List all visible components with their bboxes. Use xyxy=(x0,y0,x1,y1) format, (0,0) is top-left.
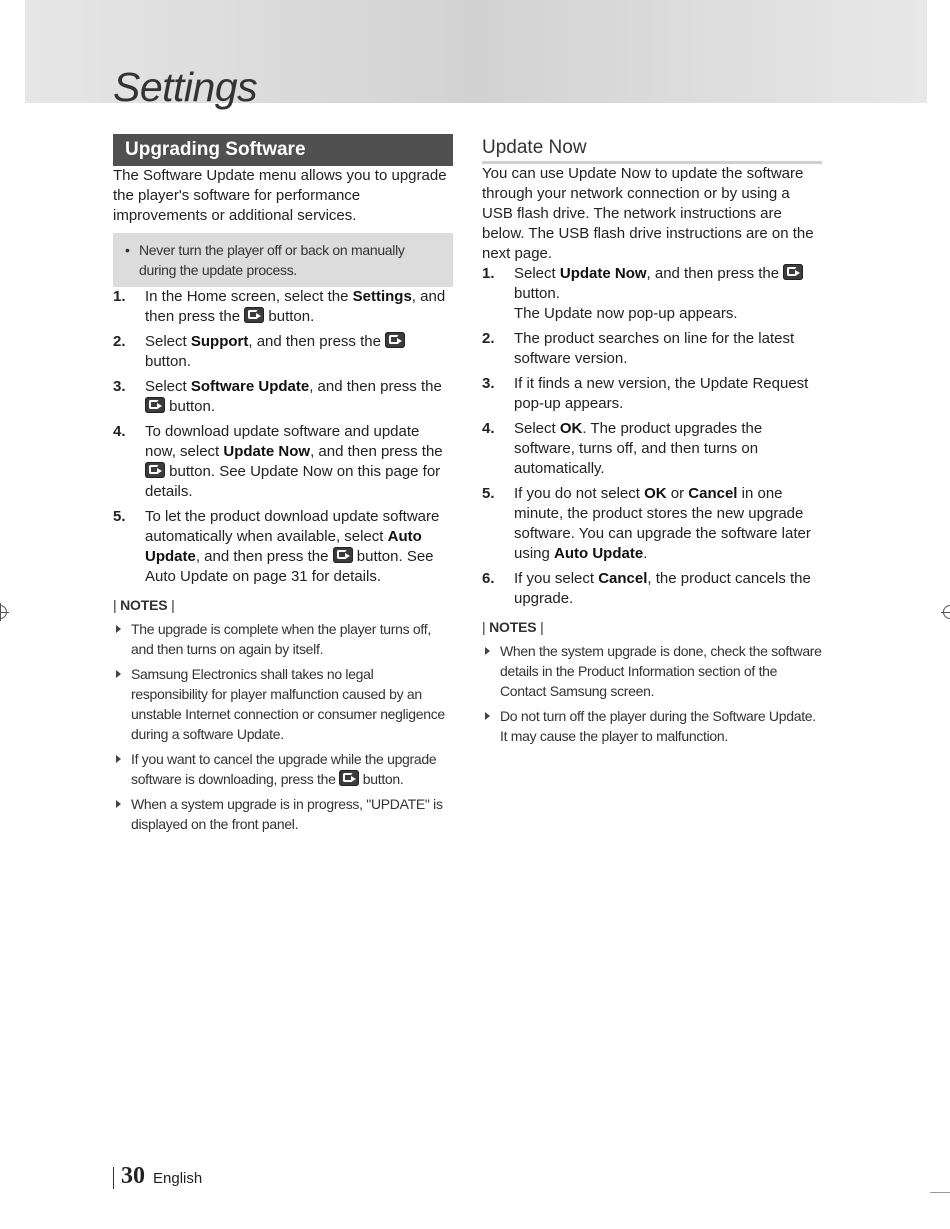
menu-term: Cancel xyxy=(598,570,648,587)
step-number: 1. xyxy=(482,265,495,282)
enter-button-icon xyxy=(783,264,803,280)
enter-button-icon xyxy=(385,332,405,348)
text-run: or xyxy=(666,485,689,502)
step-item xyxy=(113,332,453,372)
step-number: 3. xyxy=(113,378,126,395)
step-item xyxy=(113,287,453,327)
text-run: , and then press the xyxy=(195,548,333,565)
menu-term: Update Now xyxy=(223,443,311,460)
text-run: Select xyxy=(514,265,560,282)
text-run: Select xyxy=(145,378,191,395)
text-run: If it finds a new version, the Update Request pop-up appears. xyxy=(514,375,809,412)
text-run: button. xyxy=(165,398,216,415)
enter-button-icon xyxy=(244,307,264,323)
text-run: When a system upgrade is in progress, "UPDATE" is displayed on the front panel. xyxy=(131,796,443,832)
step-number: 2. xyxy=(482,330,495,347)
menu-term: Auto Update xyxy=(554,545,644,562)
steps-list xyxy=(113,287,453,587)
menu-term: OK xyxy=(644,485,667,502)
note-item xyxy=(482,706,822,746)
text-run: button. xyxy=(264,308,315,325)
menu-term: Settings xyxy=(352,288,412,305)
menu-term: Software Update xyxy=(190,378,310,395)
step-number: 1. xyxy=(113,288,126,305)
text-run: Select xyxy=(514,420,560,437)
step-item xyxy=(482,569,822,609)
step-item xyxy=(482,419,822,479)
menu-term: Update Now xyxy=(559,265,647,282)
text-run: , and then press the xyxy=(646,265,784,282)
notes-label: | NOTES | xyxy=(482,619,544,635)
note-item xyxy=(482,641,822,701)
text-run: If you want to cancel the upgrade while the upgrade software is downloading, press the xyxy=(131,751,437,787)
step-item xyxy=(482,329,822,369)
text-run: , the product cancels the upgrade. xyxy=(514,570,811,607)
text-run: If you select xyxy=(514,570,599,587)
triangle-bullet-icon xyxy=(116,670,121,678)
crop-mark xyxy=(930,1192,950,1193)
enter-button-icon xyxy=(333,547,353,563)
bullet-dot-icon: • xyxy=(125,242,130,258)
text-run: button. xyxy=(145,353,191,370)
triangle-bullet-icon xyxy=(116,800,121,808)
section-title-update-now: Update Now xyxy=(482,134,822,164)
step-item xyxy=(482,484,822,564)
text-run: button. xyxy=(359,771,404,787)
text-run: button. xyxy=(514,285,560,302)
note-item xyxy=(113,664,453,744)
text-run: Samsung Electronics shall takes no legal responsibility for player malfunction caused by an unstable Internet connection or consumer negligence during a software Update. xyxy=(131,666,445,742)
step-number: 5. xyxy=(482,485,495,502)
text-run: , and then press the xyxy=(248,333,386,350)
section-title-upgrading-software: Upgrading Software xyxy=(113,134,453,166)
menu-term: Support xyxy=(190,333,249,350)
enter-button-icon xyxy=(339,770,359,786)
text-run: button. See Update Now on this page for details. xyxy=(145,463,441,500)
text-run: , and then press the xyxy=(145,288,446,325)
text-run: . xyxy=(643,545,648,562)
step-number: 4. xyxy=(113,423,126,440)
notes-label-text: NOTES xyxy=(120,597,168,613)
notice-box xyxy=(113,233,453,287)
page-title: Settings xyxy=(113,64,258,110)
triangle-bullet-icon xyxy=(116,625,121,633)
text-run: in one minute, the product stores the new upgrade software. You can upgrade the software later using xyxy=(514,485,811,562)
note-item xyxy=(113,794,453,834)
triangle-bullet-icon xyxy=(116,755,121,763)
text-run: The product searches on line for the latest software version. xyxy=(514,330,795,367)
enter-button-icon xyxy=(145,397,165,413)
step-number: 5. xyxy=(113,508,126,525)
text-run: If you do not select xyxy=(514,485,645,502)
notes-label: | NOTES | xyxy=(113,597,175,613)
notes-list xyxy=(113,619,453,834)
text-run: When the system upgrade is done, check the software details in the Product Information section of the Contact Samsung screen. xyxy=(500,643,822,699)
step-item xyxy=(113,377,453,417)
footer-separator xyxy=(113,1167,114,1189)
step-item xyxy=(113,507,453,587)
page-footer xyxy=(113,1163,202,1193)
intro-paragraph: You can use Update Now to update the software through your network connection or by using a USB flash drive. The network instructions are below. The USB flash drive instructions are on the next page. xyxy=(482,165,814,262)
text-run: The Update now pop-up appears. xyxy=(514,305,738,322)
text-run: , and then press the xyxy=(309,378,442,395)
enter-button-icon xyxy=(145,462,165,478)
page-number: 30 xyxy=(121,1163,145,1189)
triangle-bullet-icon xyxy=(485,647,490,655)
step-number: 2. xyxy=(113,333,126,350)
text-run: button. See Auto Update on page 31 for details. xyxy=(145,548,434,585)
registration-mark-icon xyxy=(0,605,7,619)
left-column xyxy=(113,134,453,839)
registration-mark-icon xyxy=(943,605,950,619)
step-number: 6. xyxy=(482,570,495,587)
text-run: To let the product download update software automatically when available, select xyxy=(145,508,440,545)
menu-term: Cancel xyxy=(688,485,738,502)
text-run: Select xyxy=(145,333,191,350)
note-item xyxy=(113,619,453,659)
text-run: To download update software and update now, select xyxy=(145,423,420,460)
intro-paragraph: The Software Update menu allows you to upgrade the player's software for performance improvements or additional services. xyxy=(113,167,447,224)
steps-list xyxy=(482,264,822,609)
text-run: Do not turn off the player during the Software Update. It may cause the player to malfunction. xyxy=(500,708,816,744)
notes-label-text: NOTES xyxy=(489,619,537,635)
notice-item xyxy=(125,240,443,280)
footer-language: English xyxy=(153,1170,203,1187)
menu-term: Auto Update xyxy=(145,528,422,565)
text-run: , and then press the xyxy=(310,443,443,460)
note-item xyxy=(113,749,453,789)
text-run: In the Home screen, select the xyxy=(145,288,353,305)
triangle-bullet-icon xyxy=(485,712,490,720)
right-column xyxy=(482,134,822,751)
menu-term: OK xyxy=(559,420,583,437)
text-run: The upgrade is complete when the player turns off, and then turns on again by itself. xyxy=(131,621,431,657)
notice-text: Never turn the player off or back on manually during the update process. xyxy=(139,242,405,278)
notes-list xyxy=(482,641,822,746)
step-number: 4. xyxy=(482,420,495,437)
step-item xyxy=(113,422,453,502)
step-item xyxy=(482,264,822,324)
text-run: . The product upgrades the software, turns off, and then turns on automatically. xyxy=(514,420,763,477)
step-number: 3. xyxy=(482,375,495,392)
step-item xyxy=(482,374,822,414)
